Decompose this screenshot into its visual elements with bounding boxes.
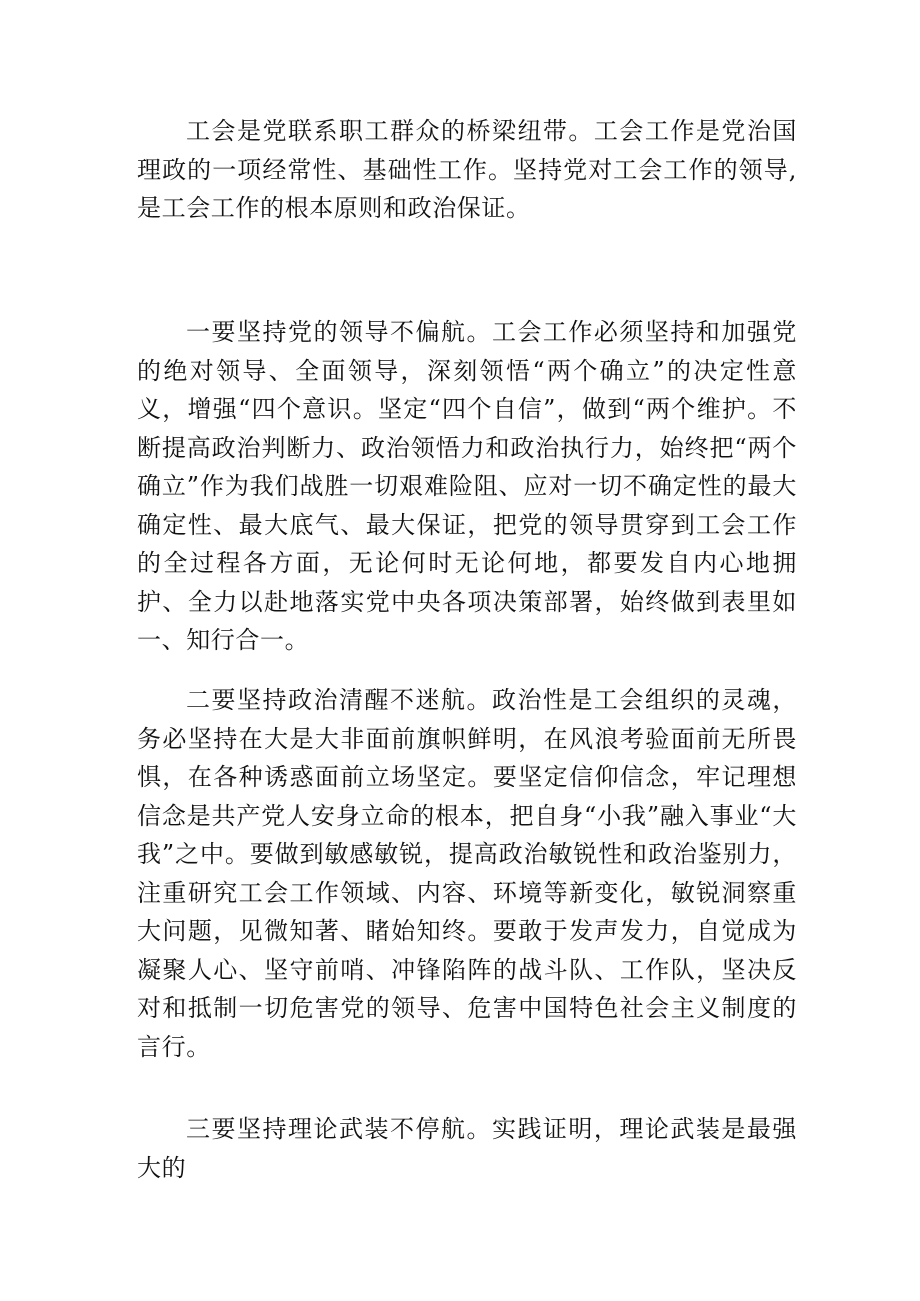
paragraph-point-one: 一要坚持党的领导不偏航。工会工作必须坚持和加强党的绝对领导、全面领导，深刻领悟“两个确立”的决定性意义，增强“四个意识。坚定“四个自信”，做到“两个维护。不断提高政治判断力、政治领悟力和政治执行力，始终把“两个确立”作为我们战胜一切艰难险阻、应对一切不确定性的最大确定性、最大底气、最大保证，把党的领导贯穿到工会工作的全过程各方面，无论何时无论何地，都要发自内心地拥护、全力以赴地落实党中央各项决策部署，始终做到表里如一、知行合一。 [137, 318, 797, 654]
paragraph-intro: 工会是党联系职工群众的桥梁纽带。工会工作是党治国理政的一项经常性、基础性工作。坚持党对工会工作的领导,是工会工作的根本原则和政治保证。 [137, 117, 797, 222]
paragraph-point-three: 三要坚持理论武装不停航。实践证明，理论武装是最强大的 [137, 1115, 797, 1182]
paragraph-point-two: 二要坚持政治清醒不迷航。政治性是工会组织的灵魂，务必坚持在大是大非面前旗帜鲜明，在风浪考验面前无所畏惧，在各种诱惑面前立场坚定。要坚定信仰信念，牢记理想信念是共产党人安身立命的根本，把自身“小我”融入事业“大我”之中。要做到敏感敏锐，提高政治敏锐性和政治鉴别力，注重研究工会工作领域、内容、环境等新变化，敏锐洞察重大问题，见微知著、睹始知终。要敢于发声发力，自觉成为凝聚人心、坚守前哨、冲锋陷阵的战斗队、工作队，坚决反对和抵制一切危害党的领导、危害中国特色社会主义制度的言行。 [137, 686, 797, 1061]
